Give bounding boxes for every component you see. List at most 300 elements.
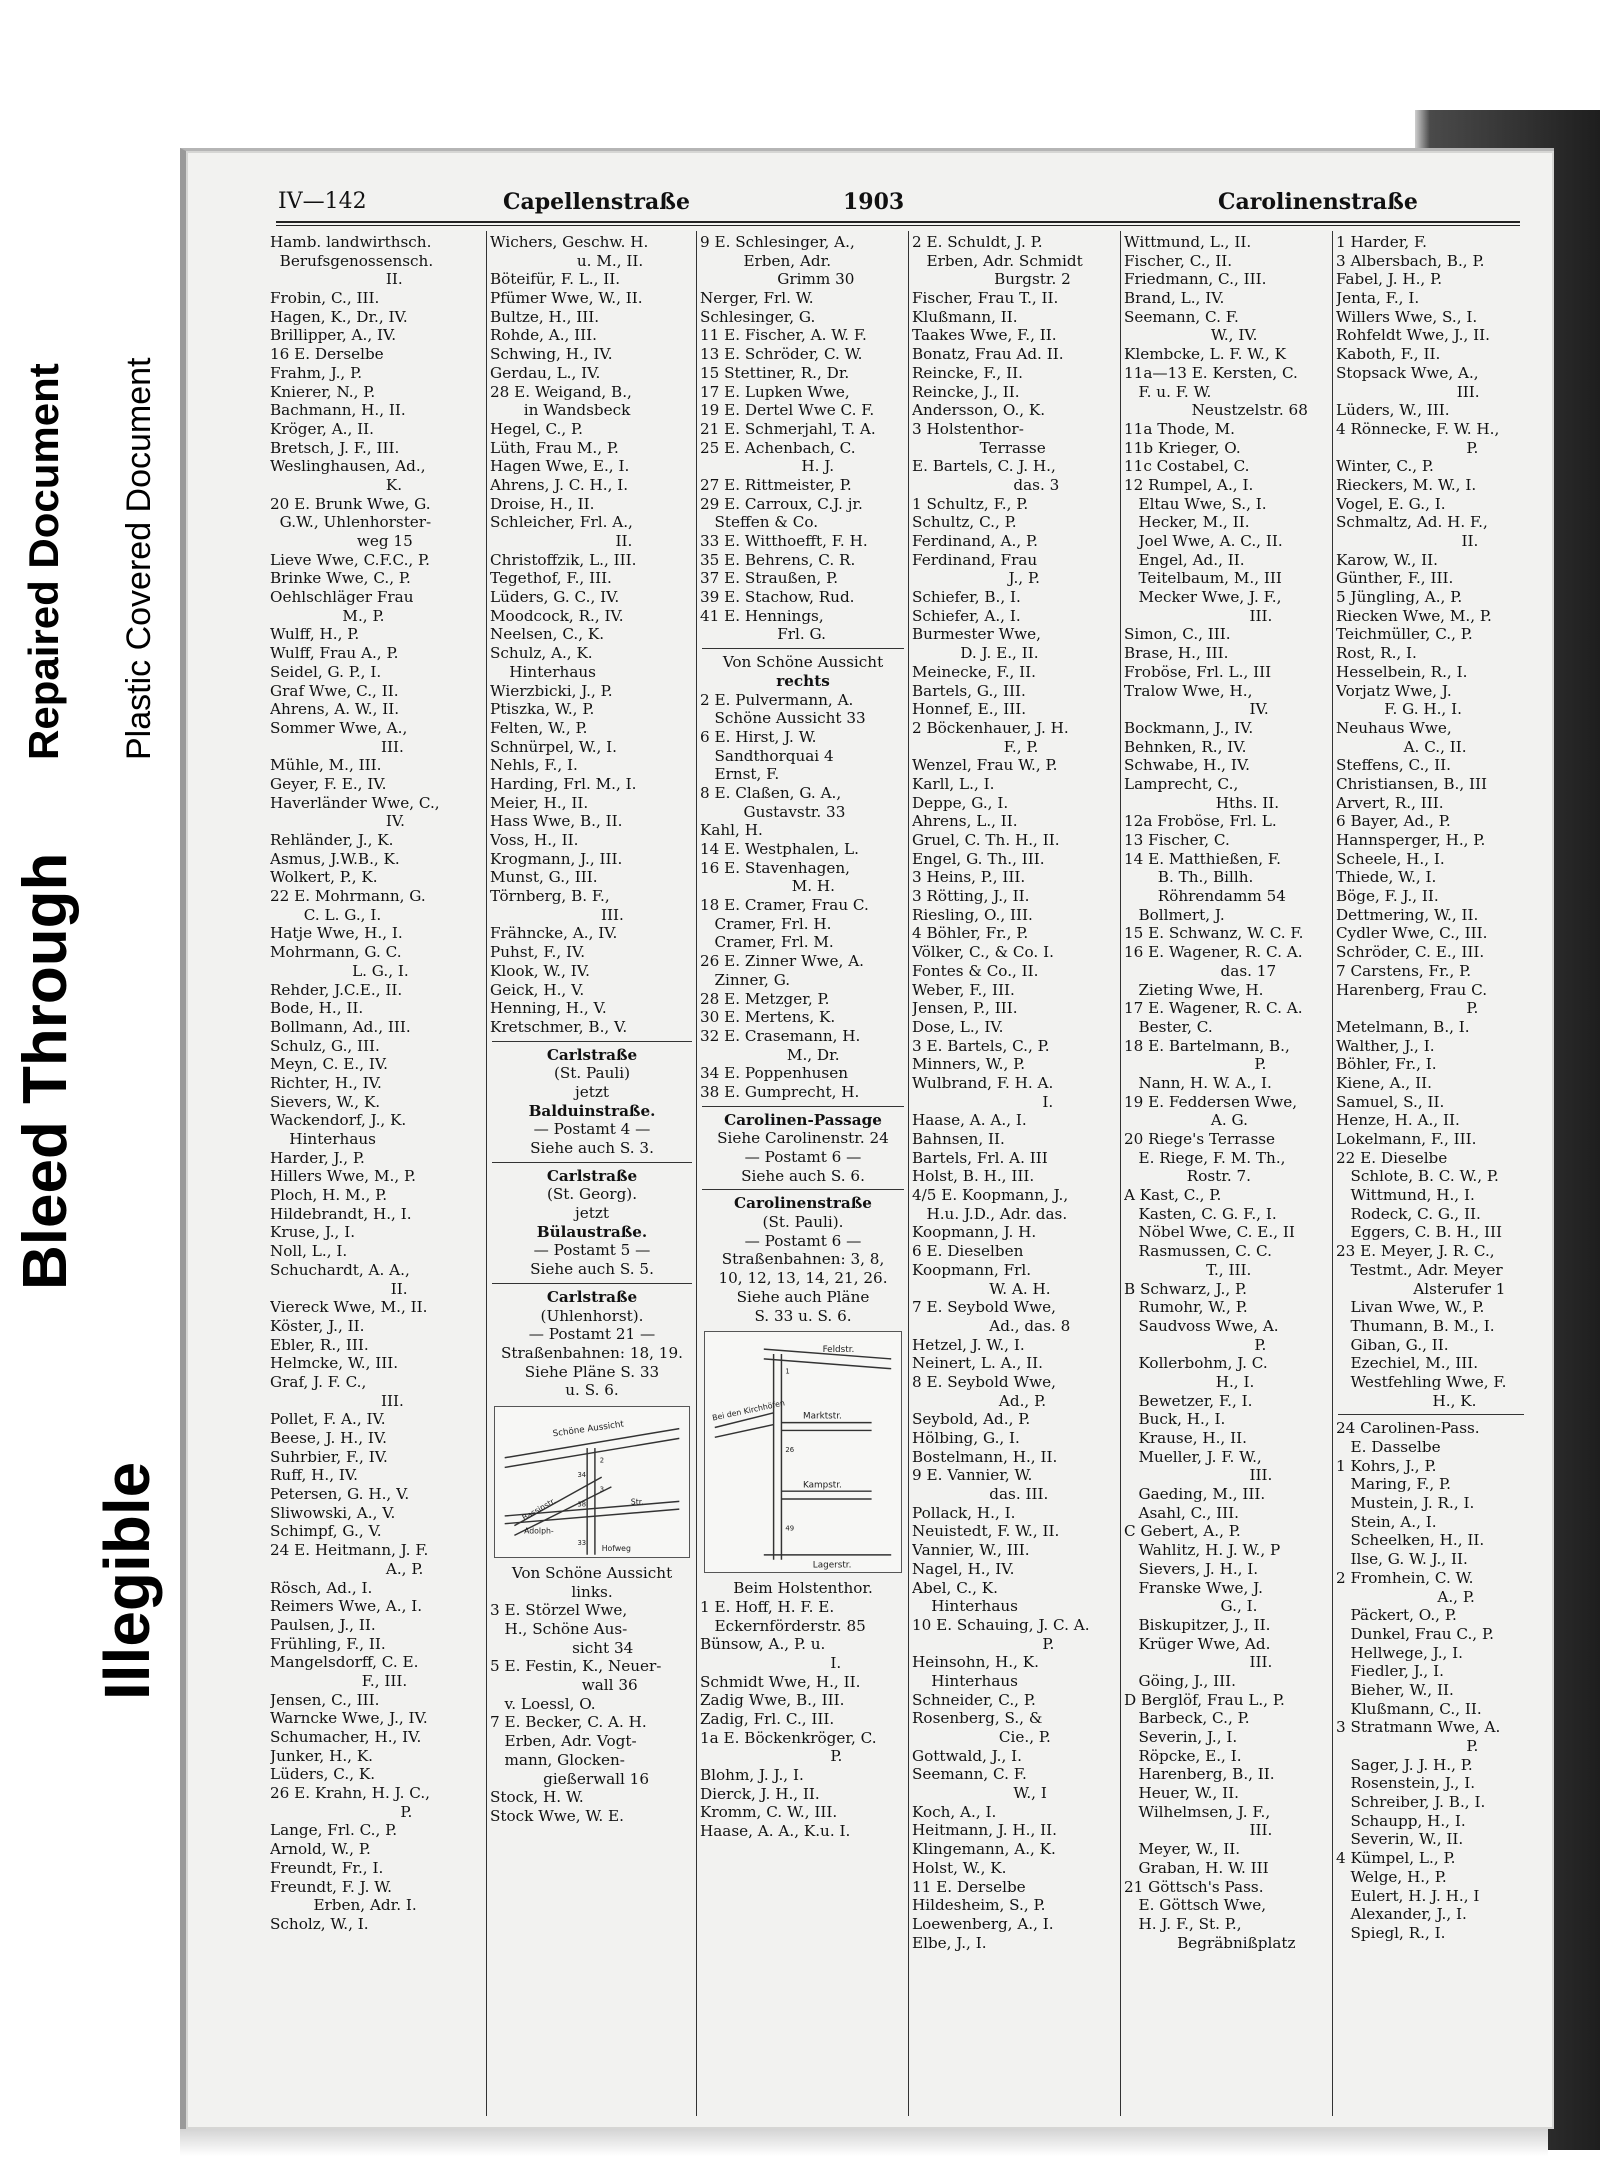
directory-entry: Schlote, B. C. W., P. xyxy=(1336,1167,1499,1186)
directory-entry: Zadig, Frl. C., III. xyxy=(700,1710,835,1728)
directory-entry: Lange, Frl. C., P. xyxy=(270,1821,398,1840)
directory-entry: Kromm, C. W., III. xyxy=(700,1803,838,1822)
directory-column-2 xyxy=(490,233,694,2113)
scan-bottom-shade xyxy=(180,2126,1548,2156)
directory-entry: Lieve Wwe, C.F.C., P. xyxy=(270,550,431,569)
directory-entry: weg 15 xyxy=(270,532,413,550)
directory-entry: Wahlitz, H. J. W., P xyxy=(1124,1541,1281,1560)
directory-entry: Gerdau, L., IV. xyxy=(490,363,601,382)
directory-entry: 11c Costabel, C. xyxy=(1124,457,1250,476)
directory-entry: J., P. xyxy=(912,569,1040,588)
directory-entry: Von Schöne Aussicht xyxy=(511,1563,673,1582)
directory-entry: F. G. H., I. xyxy=(1336,700,1462,719)
directory-entry: Kollerbohm, J. C. xyxy=(1124,1354,1268,1373)
directory-entry: Hegel, C., P. xyxy=(490,419,583,438)
directory-entry: Sievers, W., K. xyxy=(270,1092,381,1111)
directory-entry: Hillers Wwe, M., P. xyxy=(270,1167,416,1186)
directory-entry: Mueller, J. F. W., xyxy=(1124,1447,1262,1466)
directory-entry: Willers Wwe, S., I. xyxy=(1336,307,1478,326)
directory-entry: Schuchardt, A. A., xyxy=(270,1260,410,1279)
directory-entry: Schiefer, A., I. xyxy=(912,606,1021,625)
directory-entry: Krüger Wwe, Ad. xyxy=(1124,1634,1271,1653)
street-map-st-pauli xyxy=(705,1332,901,1572)
directory-entry: Froböse, Frl. L., III xyxy=(1124,662,1272,681)
directory-entry: 3 Heins, P., III. xyxy=(912,868,1026,887)
directory-entry: H.u. J.D., Adr. das. xyxy=(912,1204,1068,1223)
directory-entry: Felten, W., P. xyxy=(490,718,588,737)
directory-entry: Bünsow, A., P. u. xyxy=(700,1635,826,1654)
directory-entry: Ferdinand, Frau xyxy=(912,550,1038,569)
directory-entry: Schlesinger, G. xyxy=(700,307,816,326)
directory-entry: Sandthorquai 4 xyxy=(700,746,834,765)
directory-entry: G.W., Uhlenhorster- xyxy=(270,513,432,532)
directory-entry: Steffens, C., II. xyxy=(1336,756,1451,775)
directory-entry: Scholz, W., I. xyxy=(270,1914,369,1933)
directory-entry: Rohfeldt Wwe, J., II. xyxy=(1336,326,1490,345)
directory-entry: das. 17 xyxy=(1124,961,1277,980)
column-divider xyxy=(486,231,487,2116)
directory-entry: E. Göttsch Wwe, xyxy=(1124,1896,1267,1915)
directory-entry: Bester, C. xyxy=(1124,1017,1213,1036)
directory-entry: 2 Böckenhauer, J. H. xyxy=(912,718,1069,737)
directory-entry: 8 E. Claßen, G. A., xyxy=(700,783,842,802)
directory-entry: Hinterhaus xyxy=(912,1597,1018,1616)
directory-entry: 3 E. Störzel Wwe, xyxy=(490,1601,628,1620)
directory-entry: 7 E. Seybold Wwe, xyxy=(912,1298,1056,1317)
directory-entry: P. xyxy=(1336,1737,1479,1755)
directory-entry: Eltau Wwe, S., I. xyxy=(1124,494,1267,513)
directory-entry: Kahl, H. xyxy=(700,821,763,840)
directory-entry: Petersen, G. H., V. xyxy=(270,1485,410,1504)
directory-entry: 11 E. Fischer, A. W. F. xyxy=(700,326,867,345)
directory-entry: Honnef, E., III. xyxy=(912,700,1027,719)
directory-entry: 11 E. Derselbe xyxy=(912,1877,1026,1896)
directory-entry: Lamprecht, C., xyxy=(1124,774,1239,793)
directory-entry: Abel, C., K. xyxy=(912,1578,998,1597)
directory-entry: Balduinstraße. xyxy=(528,1101,656,1120)
directory-entry: F., III. xyxy=(270,1671,408,1690)
directory-entry: 39 E. Stachow, Rud. xyxy=(700,588,855,607)
directory-entry: Tegethof, F., III. xyxy=(490,569,612,588)
directory-entry: 24 E. Heitmann, J. F. xyxy=(270,1541,429,1560)
directory-entry: 1 E. Hoff, H. F. E. xyxy=(700,1597,835,1616)
street-map xyxy=(704,1331,902,1573)
directory-entry: Lüders, G. C., IV. xyxy=(490,588,620,607)
directory-entry: Rosenberg, S., & xyxy=(912,1709,1043,1728)
directory-entry: Pfümer Wwe, W., II. xyxy=(490,289,643,308)
directory-entry: L. G., I. xyxy=(270,961,409,980)
directory-entry: Rasmussen, C. C. xyxy=(1124,1242,1272,1261)
directory-entry: 3 Albersbach, B., P. xyxy=(1336,251,1485,270)
directory-entry: Burmester Wwe, xyxy=(912,625,1041,644)
directory-entry: Franske Wwe, J. xyxy=(1124,1578,1263,1597)
directory-entry: Hinterhaus xyxy=(490,662,596,681)
directory-entry: Rost, R., I. xyxy=(1336,644,1417,663)
directory-entry: Ad., P. xyxy=(912,1391,1047,1410)
directory-entry: Rohde, A., III. xyxy=(490,326,598,345)
directory-entry: Elbe, J., I. xyxy=(912,1933,987,1952)
directory-entry: Graf Wwe, C., II. xyxy=(270,681,399,700)
directory-entry: Stock Wwe, W. E. xyxy=(490,1806,624,1825)
directory-entry: Warncke Wwe, J., IV. xyxy=(270,1709,428,1728)
directory-entry: Seemann, C. F. xyxy=(912,1765,1027,1784)
directory-entry: Hellwege, J., I. xyxy=(1336,1643,1464,1662)
directory-entry: Wulff, Frau A., P. xyxy=(270,644,399,663)
directory-entry: Wackendorf, J., K. xyxy=(270,1111,407,1130)
directory-entry: Bewetzer, F., I. xyxy=(1124,1391,1253,1410)
header-rule xyxy=(276,221,1520,226)
directory-entry: Rehder, J.C.E., II. xyxy=(270,980,403,999)
directory-entry: A. G. xyxy=(1124,1111,1248,1130)
directory-entry: Terrasse xyxy=(912,438,1046,457)
directory-entry: 26 E. Zinner Wwe, A. xyxy=(700,952,864,971)
directory-entry: Dunkel, Frau C., P. xyxy=(1336,1624,1494,1643)
directory-entry: 33 E. Witthoefft, F. H. xyxy=(700,532,868,550)
directory-entry: Weslinghausen, Ad., xyxy=(270,457,426,476)
map-label: 2 xyxy=(599,1456,605,1465)
directory-entry: Dierck, J. H., II. xyxy=(700,1784,820,1803)
directory-entry: Berufsgenossensch. xyxy=(270,251,434,270)
directory-entry: Schaupp, H., I. xyxy=(1336,1811,1466,1830)
directory-entry: IV. xyxy=(1124,700,1269,719)
directory-entry: — Postamt 21 — xyxy=(528,1325,656,1344)
directory-entry: Bollmann, Ad., III. xyxy=(270,1017,411,1036)
directory-entry: Hths. II. xyxy=(1124,793,1280,812)
directory-entry: Hamb. landwirthsch. xyxy=(270,233,432,251)
directory-entry: 18 E. Bartelmann, B., xyxy=(1124,1036,1290,1055)
directory-entry: B Schwarz, J., P. xyxy=(1124,1279,1248,1298)
directory-entry: Wichers, Geschw. H. xyxy=(490,233,649,251)
directory-entry: 21 Göttsch's Pass. xyxy=(1124,1877,1264,1896)
directory-entry: 1 Harder, F. xyxy=(1336,233,1428,251)
directory-entry: Arvert, R., III. xyxy=(1336,793,1444,812)
directory-entry: Frähncke, A., IV. xyxy=(490,924,618,943)
directory-entry: Mustein, J. R., I. xyxy=(1336,1494,1475,1513)
directory-entry: Cramer, Frl. M. xyxy=(700,933,834,952)
map-label: 34 xyxy=(577,1471,587,1480)
directory-entry: W., I xyxy=(912,1784,1047,1803)
directory-entry: Hölbing, G., I. xyxy=(912,1429,1020,1447)
directory-entry: Hatje Wwe, H., I. xyxy=(270,924,403,943)
directory-entry: Wulff, H., P. xyxy=(270,625,360,644)
directory-entry: Paulsen, J., II. xyxy=(270,1615,376,1634)
directory-entry: Siehe Pläne S. 33 xyxy=(524,1362,660,1381)
directory-entry: (St. Pauli). xyxy=(762,1213,844,1232)
directory-entry: M., P. xyxy=(270,606,385,625)
directory-entry: 9 E. Vannier, W. xyxy=(912,1466,1033,1485)
directory-entry: Schimpf, G., V. xyxy=(270,1522,382,1541)
directory-entry: Engel, Ad., II. xyxy=(1124,550,1245,569)
directory-entry: P. xyxy=(1336,438,1479,457)
directory-entry: Zinner, G. xyxy=(700,970,791,989)
directory-entry: Erben, Adr. Schmidt xyxy=(912,251,1083,270)
directory-entry: A Kast, C., P. xyxy=(1124,1186,1222,1205)
directory-entry: H., K. xyxy=(1336,1391,1477,1410)
directory-entry: Koopmann, J. H. xyxy=(912,1223,1037,1242)
directory-entry: H., I. xyxy=(1124,1372,1255,1391)
directory-entry: III. xyxy=(270,737,404,756)
directory-entry: 13 Fischer, C. xyxy=(1124,831,1230,849)
section-rule xyxy=(1338,1414,1524,1415)
directory-entry: Frahm, J., P. xyxy=(270,363,363,382)
directory-entry: 3 E. Bartels, C., P. xyxy=(912,1036,1050,1055)
directory-entry: Klembcke, L. F. W., K xyxy=(1124,345,1287,364)
directory-entry: Siehe auch S. 3. xyxy=(530,1139,654,1157)
map-label: Schöne Aussicht xyxy=(552,1419,625,1440)
directory-entry: Schulz, A., K. xyxy=(490,644,593,663)
directory-entry: — Postamt 6 — xyxy=(744,1231,862,1250)
directory-entry: P. xyxy=(700,1747,843,1766)
directory-entry: Henning, H., V. xyxy=(490,999,607,1018)
directory-entry: Steffen & Co. xyxy=(700,513,819,532)
directory-entry: Schmaltz, Ad. H. F., xyxy=(1336,513,1488,532)
directory-entry: IV. xyxy=(270,812,406,831)
directory-entry: Geick, H., V. xyxy=(490,980,585,999)
directory-entry: Alexander, J., I. xyxy=(1336,1905,1467,1924)
directory-entry: Droise, H., II. xyxy=(490,494,595,513)
directory-entry: Schwing, H., IV. xyxy=(490,345,613,364)
directory-entry: I. xyxy=(700,1653,842,1672)
section-rule xyxy=(492,1162,692,1163)
directory-entry: Bostelmann, H., II. xyxy=(912,1447,1058,1466)
directory-entry: Hildebrandt, H., I. xyxy=(270,1204,412,1223)
directory-entry: Krause, H., II. xyxy=(1124,1429,1247,1447)
directory-column-6 xyxy=(1336,233,1526,2113)
directory-entry: Vogel, E. G., I. xyxy=(1336,494,1446,513)
map-label: Kampstr. xyxy=(803,1480,842,1491)
directory-entry: Fiedler, J., I. xyxy=(1336,1662,1444,1681)
directory-entry: Klook, W., IV. xyxy=(490,961,590,980)
directory-entry: 17 E. Lupken Wwe, xyxy=(700,382,850,401)
directory-entry: 1 Kohrs, J., P. xyxy=(1336,1456,1437,1475)
directory-entry: Ferdinand, A., P. xyxy=(912,532,1038,550)
directory-entry: Brinke Wwe, C., P. xyxy=(270,569,411,588)
directory-entry: Saudvoss Wwe, A. xyxy=(1124,1316,1279,1335)
section-rule xyxy=(492,1283,692,1284)
directory-entry: Siehe auch S. 5. xyxy=(530,1260,654,1279)
directory-entry: links. xyxy=(571,1582,613,1601)
directory-entry: 29 E. Carroux, C.J. jr. xyxy=(700,494,863,513)
directory-entry: Harding, Frl. M., I. xyxy=(490,774,637,793)
directory-entry: Wittmund, L., II. xyxy=(1124,233,1252,251)
directory-entry: Taakes Wwe, F., II. xyxy=(912,326,1057,345)
directory-entry: Lüders, C., K. xyxy=(270,1765,376,1784)
directory-entry: K. xyxy=(270,475,403,494)
directory-entry: Dose, L., IV. xyxy=(912,1017,1004,1036)
directory-entry: Helmcke, W., III. xyxy=(270,1354,399,1373)
directory-entry: Schmidt Wwe, H., II. xyxy=(700,1672,861,1691)
directory-entry: Harder, J., P. xyxy=(270,1148,365,1167)
directory-entry: Henze, H. A., II. xyxy=(1336,1111,1460,1130)
directory-entry: Reincke, F., II. xyxy=(912,363,1023,382)
directory-entry: 37 E. Straußen, P. xyxy=(700,569,839,588)
directory-entry: Neustzelstr. 68 xyxy=(1124,401,1308,420)
directory-entry: 2 E. Schuldt, J. P. xyxy=(912,233,1043,251)
directory-entry: P. xyxy=(1124,1335,1267,1354)
directory-entry: Hesselbein, R., I. xyxy=(1336,662,1468,681)
directory-entry: Stopsack Wwe, A., xyxy=(1336,363,1479,382)
directory-entry: Schumacher, H., IV. xyxy=(270,1728,422,1746)
directory-entry: Törnberg, B. F., xyxy=(490,887,610,906)
directory-entry: Meier, H., II. xyxy=(490,793,589,812)
map-label: 38 xyxy=(577,1500,587,1509)
illegible-label: Illegible xyxy=(91,1461,163,1700)
directory-entry: 27 E. Rittmeister, P. xyxy=(700,475,852,494)
directory-entry: 9 E. Schlesinger, A., xyxy=(700,233,855,251)
directory-column-4 xyxy=(912,233,1118,2113)
directory-entry: Carolinenstraße xyxy=(734,1194,872,1213)
directory-entry: das. III. xyxy=(912,1485,1049,1504)
directory-entry: Ad., das. 8 xyxy=(912,1316,1071,1335)
directory-entry: Jenta, F., I. xyxy=(1336,289,1420,308)
directory-entry: Karow, W., II. xyxy=(1336,550,1438,569)
directory-entry: E. Riege, F. M. Th., xyxy=(1124,1148,1286,1167)
directory-entry: Bockmann, J., IV. xyxy=(1124,718,1254,737)
directory-entry: Arnold, W., P. xyxy=(270,1840,371,1859)
directory-entry: 2 E. Pulvermann, A. xyxy=(700,690,854,709)
directory-entry: Holst, W., K. xyxy=(912,1858,1007,1877)
directory-entry: Neuhaus Wwe, xyxy=(1336,718,1452,737)
directory-entry: D Berglöf, Frau L., P. xyxy=(1124,1690,1285,1709)
directory-entry: 4 Rönnecke, F. W. H., xyxy=(1336,419,1500,438)
directory-entry: E. Bartels, C. J. H., xyxy=(912,457,1056,476)
directory-entry: II. xyxy=(270,1279,408,1298)
directory-entry: u. M., II. xyxy=(490,251,644,270)
directory-entry: Seidel, G. P., I. xyxy=(270,662,382,681)
directory-entry: 2 Fromhein, C. W. xyxy=(1336,1568,1474,1587)
map-label: 33 xyxy=(577,1538,587,1547)
directory-entry: Buck, H., I. xyxy=(1124,1410,1226,1429)
directory-entry: Tralow Wwe, H., xyxy=(1124,681,1253,700)
directory-entry: M., Dr. xyxy=(700,1045,840,1064)
directory-entry: rechts xyxy=(776,671,830,690)
directory-entry: 19 E. Dertel Wwe C. F. xyxy=(700,401,875,420)
directory-entry: C Gebert, A., P. xyxy=(1124,1522,1241,1541)
directory-entry: Schöne Aussicht 33 xyxy=(700,709,866,728)
directory-entry: Bachmann, H., II. xyxy=(270,401,406,420)
directory-entry: Wulbrand, F. H. A. xyxy=(912,1073,1054,1092)
header-street-left: Capellenstraße xyxy=(503,189,690,215)
directory-entry: Hagen Wwe, E., I. xyxy=(490,457,630,476)
directory-entry: Thumann, B. M., I. xyxy=(1336,1316,1495,1335)
directory-entry: Brand, L., IV. xyxy=(1124,289,1225,308)
directory-entry: Sommer Wwe, A., xyxy=(270,718,408,737)
map-label: Adolph- xyxy=(524,1526,554,1536)
directory-entry: Deppe, G., I. xyxy=(912,793,1009,812)
directory-entry: Christoffzik, L., III. xyxy=(490,550,637,569)
directory-entry: Schnürpel, W., I. xyxy=(490,737,618,756)
column-divider xyxy=(696,231,697,2116)
repaired-document-label: Repaired Document xyxy=(20,363,67,760)
section-rule xyxy=(702,1106,904,1107)
directory-entry: Alsterufer 1 xyxy=(1336,1279,1506,1298)
directory-entry: Bartels, G., III. xyxy=(912,681,1026,700)
directory-entry: 7 E. Becker, C. A. H. xyxy=(490,1713,647,1732)
directory-entry: Engel, G. Th., III. xyxy=(912,849,1045,868)
directory-entry: Päckert, O., P. xyxy=(1336,1606,1457,1625)
directory-entry: W., IV. xyxy=(1124,326,1258,345)
directory-entry: Thiede, W., I. xyxy=(1336,868,1437,887)
directory-entry: Völker, C., & Co. I. xyxy=(912,943,1054,962)
directory-entry: Reincke, J., II. xyxy=(912,382,1020,401)
directory-entry: Kröger, A., II. xyxy=(270,419,374,438)
directory-entry: Carlstraße xyxy=(546,1045,638,1064)
directory-entry: Haase, A. A., K.u. I. xyxy=(700,1822,851,1841)
directory-entry: Fischer, Frau T., II. xyxy=(912,289,1059,308)
directory-entry: Röpcke, E., I. xyxy=(1124,1746,1242,1765)
directory-entry: Bonatz, Frau Ad. II. xyxy=(912,345,1064,364)
directory-entry: Seybold, Ad., P. xyxy=(912,1410,1031,1429)
directory-entry: (Uhlenhorst). xyxy=(540,1306,644,1325)
directory-entry: 26 E. Krahn, H. J. C., xyxy=(270,1784,430,1803)
directory-entry: Welge, H., P. xyxy=(1336,1867,1447,1886)
directory-entry: Cramer, Frl. H. xyxy=(700,914,832,933)
directory-entry: 4 Kümpel, L., P. xyxy=(1336,1849,1456,1868)
directory-entry: Blohm, J. J., I. xyxy=(700,1766,804,1785)
directory-entry: Testmt., Adr. Meyer xyxy=(1336,1260,1503,1279)
directory-entry: Samuel, S., II. xyxy=(1336,1092,1445,1111)
directory-entry: Erben, Adr. Vogt- xyxy=(490,1732,637,1751)
map-street-line xyxy=(715,1425,774,1438)
directory-entry: 20 Riege's Terrasse xyxy=(1124,1130,1276,1148)
directory-entry: Severin, W., II. xyxy=(1336,1830,1464,1849)
directory-entry: Heitmann, J. H., II. xyxy=(912,1821,1057,1840)
directory-entry: Koch, A., I. xyxy=(912,1802,997,1821)
directory-entry: Rostr. 7. xyxy=(1124,1167,1251,1186)
directory-entry: Fischer, C., II. xyxy=(1124,251,1233,270)
directory-entry: Fontes & Co., II. xyxy=(912,961,1039,980)
directory-entry: Schwabe, H., IV. xyxy=(1124,756,1250,775)
directory-entry: 17 E. Wagener, R. C. A. xyxy=(1124,999,1303,1018)
directory-entry: Weber, F., III. xyxy=(912,980,1015,999)
directory-entry: M. H. xyxy=(700,877,836,896)
directory-entry: III. xyxy=(1336,382,1480,401)
directory-entry: Meinecke, F., II. xyxy=(912,662,1036,681)
directory-entry: Eulert, H. J. H., I xyxy=(1336,1886,1480,1905)
directory-entry: T., III. xyxy=(1124,1260,1252,1279)
directory-entry: Zieting Wwe, H. xyxy=(1124,980,1264,999)
directory-entry: Heuer, W., II. xyxy=(1124,1784,1239,1803)
directory-entry: 34 E. Poppenhusen xyxy=(700,1064,848,1083)
directory-entry: Hagen, K., Dr., IV. xyxy=(270,307,408,326)
directory-entry: Bollmert, J. xyxy=(1124,905,1225,924)
directory-entry: 13 E. Schröder, C. W. xyxy=(700,345,863,364)
directory-entry: Minners, W., P. xyxy=(912,1055,1026,1074)
directory-entry: Sliwowski, A., V. xyxy=(270,1503,396,1522)
directory-entry: Zadig Wwe, B., III. xyxy=(700,1691,845,1710)
directory-entry: Carlstraße xyxy=(546,1287,638,1306)
directory-entry: Frl. G. xyxy=(700,625,826,644)
directory-entry: Viereck Wwe, M., II. xyxy=(270,1298,428,1317)
directory-entry: 19 E. Feddersen Wwe, xyxy=(1124,1092,1298,1111)
directory-entry: Joel Wwe, A. C., II. xyxy=(1124,532,1283,550)
directory-entry: Böhler, Fr., I. xyxy=(1336,1055,1437,1074)
directory-entry: Riecken Wwe, M., P. xyxy=(1336,606,1492,625)
directory-entry: Jensen, P., III. xyxy=(912,999,1018,1018)
directory-entry: Frobin, C., III. xyxy=(270,289,380,308)
directory-entry: Haase, A. A., I. xyxy=(912,1111,1027,1130)
directory-entry: Schneider, C., P. xyxy=(912,1690,1036,1709)
directory-entry: Noll, L., I. xyxy=(270,1242,348,1261)
map-label: 1 xyxy=(785,1367,790,1376)
directory-entry: 30 E. Mertens, K. xyxy=(700,1008,836,1027)
directory-entry: Christiansen, B., III xyxy=(1336,774,1487,793)
directory-entry: v. Loessl, O. xyxy=(490,1694,596,1713)
directory-entry: Bode, H., II. xyxy=(270,999,364,1018)
directory-entry: Göing, J., III. xyxy=(1124,1671,1236,1690)
directory-entry: 28 E. Weigand, B., xyxy=(490,382,632,401)
directory-entry: mann, Glocken- xyxy=(490,1750,625,1769)
